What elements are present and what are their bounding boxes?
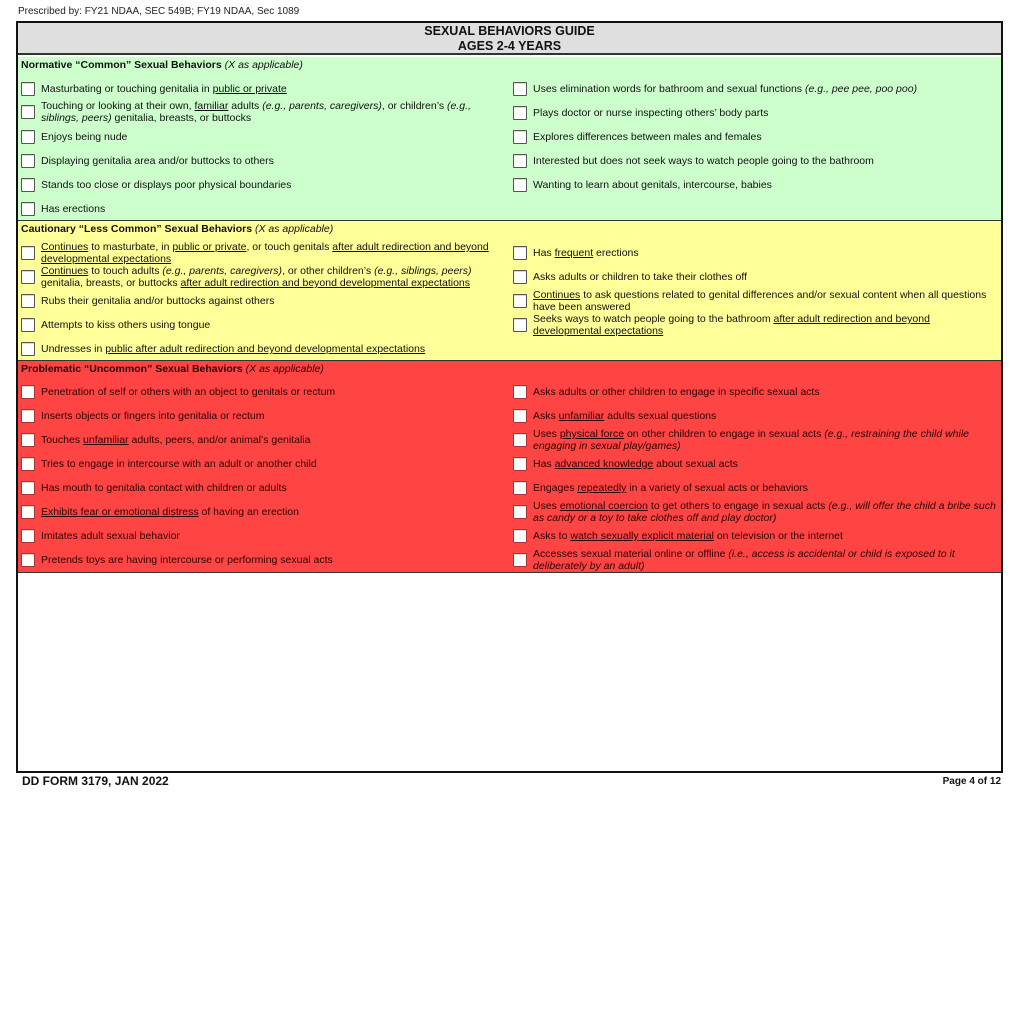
checkbox[interactable] [21,105,35,119]
section-problematic [18,361,1001,573]
checklist-item [21,241,501,265]
checkbox[interactable] [21,342,35,356]
checkbox[interactable] [21,270,35,284]
checkbox[interactable] [513,433,527,447]
checkbox[interactable] [513,505,527,519]
checkbox[interactable] [513,106,527,120]
checklist-item [513,428,998,452]
checklist-item-label: Enjoys being nude [41,131,128,143]
checklist-item [21,265,501,289]
behaviors-form [16,21,1003,773]
section-title [21,59,303,71]
checklist-item-label: Asks to watch sexually explicit material on television or the internet [533,530,843,542]
checklist-item [21,548,501,572]
checklist-item-label: Asks unfamiliar adults sexual questions [533,410,717,422]
checklist-item-label: Accesses sexual material online or offline (i.e., access is accidental or child is exposed to it deliberately by an adult) [533,548,955,572]
checklist-item [21,289,501,313]
checklist-item-label: Seeks ways to watch people going to the bathroom after adult redirection and beyond developmental expectations [533,313,930,337]
checklist-item-label: Plays doctor or nurse inspecting others’ body parts [533,107,769,119]
checkbox[interactable] [513,409,527,423]
section-title [21,363,324,375]
checklist-item [21,476,501,500]
checkbox[interactable] [21,294,35,308]
checklist-item-label: Inserts objects or fingers into genitalia or rectum [41,410,265,422]
checkbox[interactable] [513,246,527,260]
checkbox[interactable] [21,433,35,447]
checkbox[interactable] [513,82,527,96]
checkbox[interactable] [21,529,35,543]
checklist-item [21,337,501,361]
checklist-item [21,500,501,524]
section-hint: (X as applicable) [245,363,324,375]
checklist-item [513,500,998,524]
checkbox[interactable] [513,294,527,308]
form-title: SEXUAL BEHAVIORS GUIDE [424,24,595,38]
section-cautionary [18,221,1001,361]
checklist-item [21,524,501,548]
checklist-item [21,77,501,101]
checklist-item [21,100,501,124]
section-title [21,223,333,235]
checkbox[interactable] [513,178,527,192]
checklist-item [513,289,998,313]
checklist-item [513,77,998,101]
checklist-item [513,404,998,428]
checklist-item [21,404,501,428]
checklist-item-label: Interested but does not seek ways to watch people going to the bathroom [533,155,874,167]
checklist-item [513,149,998,173]
checklist-item-label: Asks adults or other children to engage in specific sexual acts [533,386,820,398]
checklist-item [21,380,501,404]
checkbox[interactable] [21,409,35,423]
checklist-item-label: Continues to ask questions related to genital differences and/or sexual content when all questions have been answered [533,289,987,313]
section-title-text: Problematic “Uncommon” Sexual Behaviors [21,363,243,375]
section-title-text: Cautionary “Less Common” Sexual Behaviors [21,223,253,235]
checklist-item-label: Uses emotional coercion to get others to engage in sexual acts (e.g., will offer the child a bribe such as candy or a toy to take clothes off and play doctor) [533,500,996,524]
checkbox[interactable] [21,385,35,399]
checkbox[interactable] [21,178,35,192]
checklist-item [513,125,998,149]
checklist-item [513,241,998,265]
checkbox[interactable] [21,481,35,495]
checklist-item [513,173,998,197]
checkbox[interactable] [21,318,35,332]
checkbox[interactable] [513,318,527,332]
checklist-item [513,524,998,548]
checklist-item [513,265,998,289]
checklist-item-label: Continues to touch adults (e.g., parents, caregivers), or other children’s (e.g., siblings, peers) genitalia, breasts, or buttocks after adult redirection and beyond developmental expectations [41,265,472,289]
checklist-item [513,548,998,572]
checklist-item-label: Rubs their genitalia and/or buttocks against others [41,295,275,307]
checklist-item [21,125,501,149]
checklist-item-label: Masturbating or touching genitalia in public or private [41,83,287,95]
checkbox[interactable] [21,154,35,168]
checklist-item [513,476,998,500]
checkbox[interactable] [513,385,527,399]
checklist-item-label: Undresses in public after adult redirection and beyond developmental expectations [41,343,426,355]
checklist-item [21,197,501,221]
form-subtitle: AGES 2-4 YEARS [457,39,562,53]
checklist-item [21,452,501,476]
checklist-item-label: Continues to masturbate, in public or private, or touch genitals after adult redirection and beyond developmental expectations [41,241,489,265]
checkbox[interactable] [513,553,527,567]
checkbox[interactable] [21,246,35,260]
section-title-text: Normative “Common” Sexual Behaviors [21,59,222,71]
page-number: Page 4 of 12 [942,776,1001,787]
checklist-item-label: Displaying genitalia area and/or buttocks to others [41,155,274,167]
checklist-item-label: Touching or looking at their own, familiar adults (e.g., parents, caregivers), or children’s (e.g., siblings, peers) genitalia, breasts, or buttocks [41,100,471,124]
checklist-item-label: Touches unfamiliar adults, peers, and/or animal’s genitalia [41,434,311,446]
checkbox[interactable] [513,130,527,144]
checklist-item [21,173,501,197]
checklist-item-label: Has frequent erections [533,247,639,259]
checkbox[interactable] [21,457,35,471]
checkbox[interactable] [21,82,35,96]
checklist-item-label: Has mouth to genitalia contact with children or adults [41,482,287,494]
checklist-item-label: Explores differences between males and females [533,131,762,143]
section-hint: (X as applicable) [224,59,303,71]
section-normative [18,57,1001,221]
checklist-item-label: Stands too close or displays poor physical boundaries [41,179,292,191]
form-header [18,23,1001,55]
checklist-item-label: Uses elimination words for bathroom and sexual functions (e.g., pee pee, poo poo) [533,83,918,95]
checkbox[interactable] [513,457,527,471]
checkbox[interactable] [21,130,35,144]
checklist-item [21,149,501,173]
checklist-item-label: Pretends toys are having intercourse or performing sexual acts [41,554,333,566]
checklist-item-label: Engages repeatedly in a variety of sexual acts or behaviors [533,482,808,494]
checklist-item [513,313,998,337]
section-hint: (X as applicable) [255,223,334,235]
checkbox[interactable] [513,529,527,543]
checkbox[interactable] [21,505,35,519]
checkbox[interactable] [513,481,527,495]
prescribed-by: Prescribed by: FY21 NDAA, SEC 549B; FY19 NDAA, Sec 1089 [18,6,300,17]
checklist-item-label: Asks adults or children to take their clothes off [533,271,747,283]
checklist-item-label: Imitates adult sexual behavior [41,530,180,542]
checklist-item-label: Attempts to kiss others using tongue [41,319,211,331]
checklist-item [513,101,998,125]
checklist-item-label: Has erections [41,203,106,215]
checkbox[interactable] [21,202,35,216]
checklist-item [513,380,998,404]
checklist-item-label: Wanting to learn about genitals, intercourse, babies [533,179,772,191]
checkbox[interactable] [513,270,527,284]
checklist-item-label: Tries to engage in intercourse with an adult or another child [41,458,317,470]
form-id: DD FORM 3179, JAN 2022 [22,774,169,788]
checkbox[interactable] [513,154,527,168]
checklist-item-label: Penetration of self or others with an object to genitals or rectum [41,386,336,398]
checklist-item-label: Uses physical force on other children to engage in sexual acts (e.g., restraining the child while engaging in sexual play/games) [533,428,970,452]
checklist-item [21,313,501,337]
blank-area [18,573,1001,771]
checklist-item [21,428,501,452]
checklist-item-label: Exhibits fear or emotional distress of having an erection [41,506,299,518]
checklist-item [513,452,998,476]
checklist-item-label: Has advanced knowledge about sexual acts [533,458,738,470]
checkbox[interactable] [21,553,35,567]
